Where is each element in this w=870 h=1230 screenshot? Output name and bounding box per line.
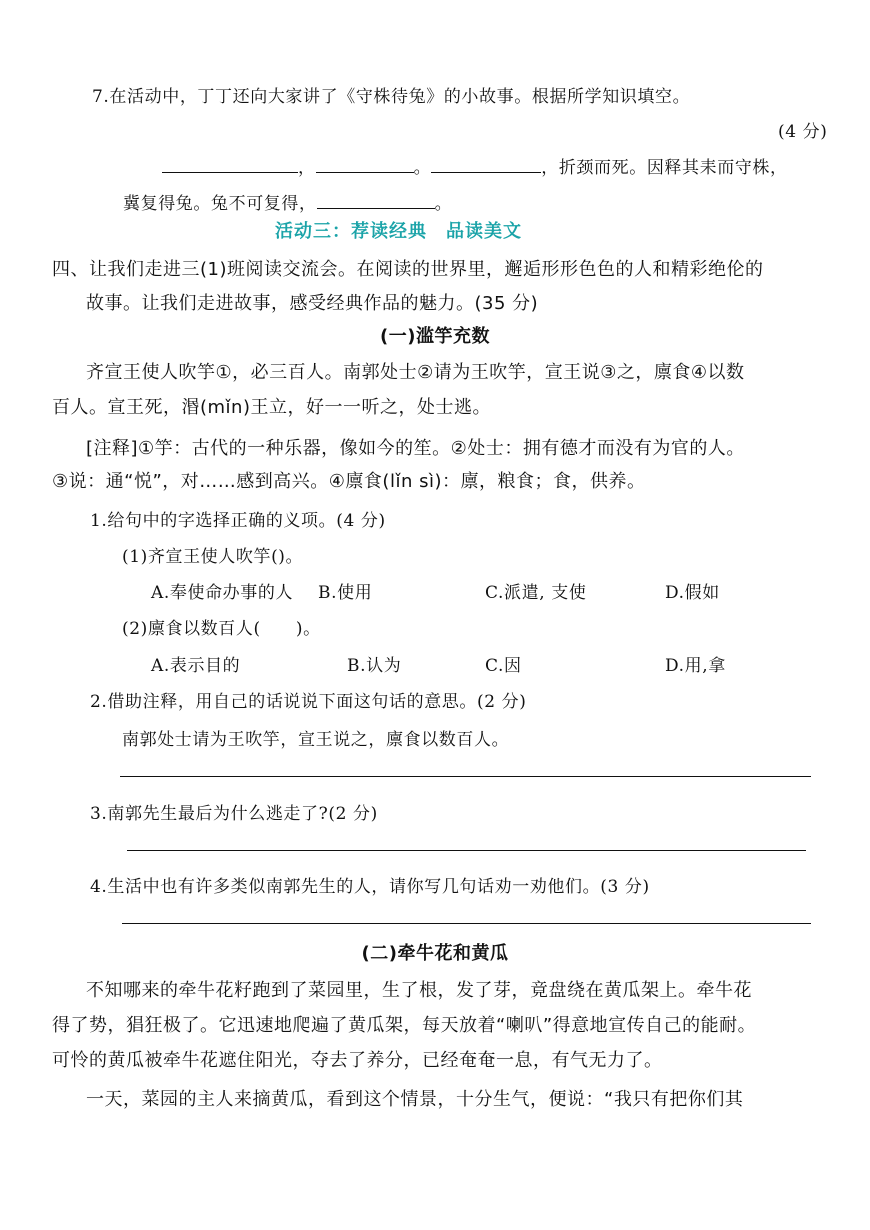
q3-prompt: 3.南郭先生最后为什么逃走了?(2 分) — [90, 804, 378, 824]
q1-sub2-stem: (2)廪食以数百人( )。 — [122, 619, 321, 639]
activity-title: 活动三：荐读经典 品读美文 — [275, 221, 522, 242]
passage1-title: (一)滥竽充数 — [380, 326, 490, 347]
q4-prompt: 4.生活中也有许多类似南郭先生的人，请你写几句话劝一劝他们。(3 分) — [90, 877, 650, 897]
q1-sub1-option-a[interactable]: A.奉使命办事的人 — [151, 583, 294, 603]
q2-prompt: 2.借助注释，用自己的话说说下面这句话的意思。(2 分) — [90, 692, 527, 712]
q7-line1-tail: ，折颈而死。因释其耒而守株， — [541, 158, 788, 178]
q4-answer-line[interactable] — [122, 923, 811, 924]
q1-sub2-option-b[interactable]: B.认为 — [347, 656, 402, 676]
q1-prompt: 1.给句中的字选择正确的义项。(4 分) — [90, 511, 386, 531]
q1-sub1-option-d[interactable]: D.假如 — [665, 583, 720, 603]
passage1-text-line2: 百人。宣王死，湣(mǐn)王立，好一一听之，处士逃。 — [52, 397, 491, 418]
q2-answer-line[interactable] — [120, 776, 811, 777]
passage2-title: (二)牵牛花和黄瓜 — [361, 943, 509, 964]
q7-score: (4 分) — [778, 122, 828, 142]
q7-blank-3[interactable] — [431, 158, 541, 173]
passage1-note-line2: ③说：通“悦”，对……感到高兴。④廪食(lǐn sì)：廪，粮食；食，供养。 — [52, 471, 646, 492]
q1-sub2-option-d[interactable]: D.用,拿 — [665, 656, 726, 676]
passage2-p1-line3: 可怜的黄瓜被牵牛花遮住阳光，夺去了养分，已经奄奄一息，有气无力了。 — [52, 1050, 663, 1071]
q1-sub1-stem: (1)齐宣王使人吹竽()。 — [122, 547, 304, 567]
q7-period: 。 — [413, 158, 432, 178]
q3-answer-line[interactable] — [127, 850, 806, 851]
q7-blank-1[interactable] — [162, 158, 298, 173]
passage2-p2-line1: 一天，菜园的主人来摘黄瓜，看到这个情景，十分生气，便说：“我只有把你们其 — [86, 1089, 744, 1110]
passage1-note-line1: [注释]①竽：古代的一种乐器，像如今的笙。②处士：拥有德才而没有为官的人。 — [86, 438, 745, 459]
q7-line2-period: 。 — [434, 194, 453, 214]
section4-line1: 四、让我们走进三(1)班阅读交流会。在阅读的世界里，邂逅形形色色的人和精彩绝伦的 — [52, 259, 764, 280]
section4-line2: 故事。让我们走进故事，感受经典作品的魅力。(35 分) — [86, 293, 539, 314]
q7-prompt: 7.在活动中，丁丁还向大家讲了《守株待兔》的小故事。根据所学知识填空。 — [92, 87, 691, 107]
q7-blank-2[interactable] — [316, 158, 414, 173]
q1-sub1-option-c[interactable]: C.派遣, 支使 — [485, 583, 587, 603]
passage2-p1-line1: 不知哪来的牵牛花籽跑到了菜园里，生了根，发了芽，竟盘绕在黄瓜架上。牵牛花 — [86, 980, 752, 1001]
q7-line2 — [123, 189, 452, 214]
q7-line2-head: 冀复得兔。兔不可复得， — [123, 194, 317, 214]
q1-sub1-option-b[interactable]: B.使用 — [318, 583, 373, 603]
passage2-p1-line2: 得了势，猖狂极了。它迅速地爬遍了黄瓜架，每天放着“喇叭”得意地宣传自己的能耐。 — [52, 1015, 757, 1036]
q7-comma: ， — [298, 158, 316, 178]
q7-line1 — [162, 153, 788, 178]
q1-sub2-option-c[interactable]: C.因 — [485, 656, 522, 676]
q1-sub2-option-a[interactable]: A.表示目的 — [151, 656, 241, 676]
q7-blank-4[interactable] — [317, 194, 435, 209]
passage1-text-line1: 齐宣王使人吹竽①，必三百人。南郭处士②请为王吹竽，宣王说③之，廪食④以数 — [86, 362, 745, 383]
q2-sentence: 南郭处士请为王吹竽，宣王说之，廪食以数百人。 — [122, 730, 510, 750]
